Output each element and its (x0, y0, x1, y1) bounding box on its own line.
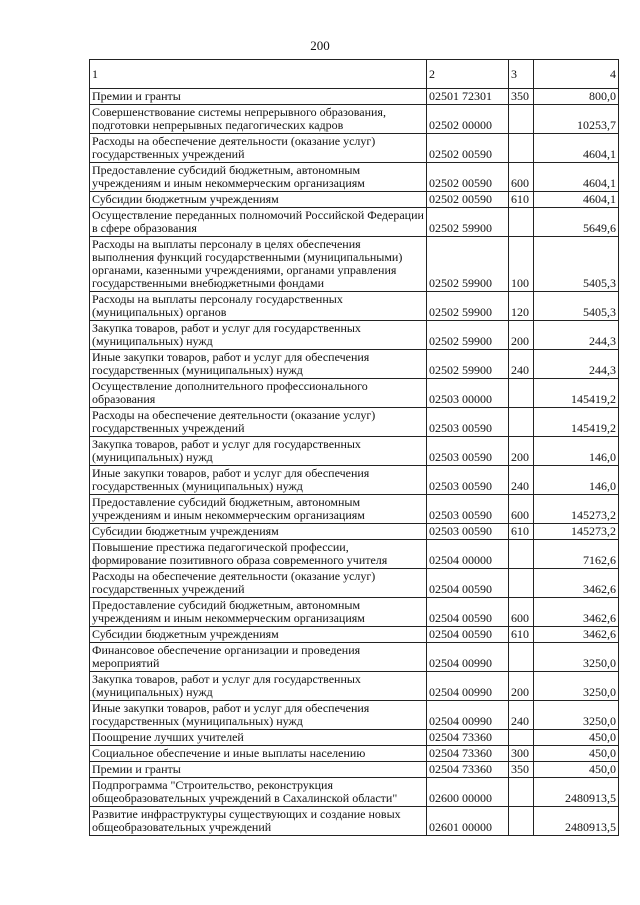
row-name: Субсидии бюджетным учреждениям (90, 627, 427, 643)
table-row (90, 807, 619, 836)
row-code: 02600 00000 (427, 778, 509, 807)
row-name: Финансовое обеспечение организации и проведения мероприятий (90, 643, 427, 672)
row-type: 200 (509, 437, 534, 466)
row-amount: 2480913,5 (534, 778, 619, 807)
table-row (90, 672, 619, 701)
row-amount: 2480913,5 (534, 807, 619, 836)
row-type: 600 (509, 598, 534, 627)
row-amount: 4604,1 (534, 192, 619, 208)
row-amount: 145419,2 (534, 408, 619, 437)
row-type: 610 (509, 627, 534, 643)
row-amount: 7162,6 (534, 540, 619, 569)
row-name: Предоставление субсидий бюджетным, автономным учреждениям и иным некоммерческим организациям (90, 495, 427, 524)
row-name: Повышение престижа педагогической профессии, формирование позитивного образа современного учителя (90, 540, 427, 569)
row-amount: 3462,6 (534, 627, 619, 643)
row-code: 02504 73360 (427, 746, 509, 762)
row-amount: 145273,2 (534, 524, 619, 540)
row-amount: 145273,2 (534, 495, 619, 524)
table-row (90, 237, 619, 292)
row-name: Социальное обеспечение и иные выплаты населению (90, 746, 427, 762)
table-row (90, 192, 619, 208)
row-name: Осуществление дополнительного профессионального образования (90, 379, 427, 408)
row-name: Субсидии бюджетным учреждениям (90, 192, 427, 208)
row-code: 02503 00590 (427, 466, 509, 495)
table-row (90, 208, 619, 237)
table-row (90, 105, 619, 134)
row-amount: 3462,6 (534, 598, 619, 627)
row-type: 200 (509, 672, 534, 701)
row-amount: 450,0 (534, 762, 619, 778)
row-amount: 4604,1 (534, 134, 619, 163)
row-code: 02502 00590 (427, 163, 509, 192)
row-type (509, 540, 534, 569)
row-name: Иные закупки товаров, работ и услуг для обеспечения государственных (муниципальных) нужд (90, 466, 427, 495)
row-amount: 10253,7 (534, 105, 619, 134)
row-name: Расходы на обеспечение деятельности (оказание услуг) государственных учреждений (90, 569, 427, 598)
row-code: 02502 00590 (427, 192, 509, 208)
row-type: 120 (509, 292, 534, 321)
table-row (90, 466, 619, 495)
row-name: Совершенствование системы непрерывного образования, подготовки непрерывных педагогических кадров (90, 105, 427, 134)
row-amount: 3250,0 (534, 701, 619, 730)
row-name: Расходы на выплаты персоналу государственных (муниципальных) органов (90, 292, 427, 321)
row-code: 02502 00590 (427, 134, 509, 163)
table-row (90, 627, 619, 643)
row-code: 02504 73360 (427, 730, 509, 746)
row-name: Предоставление субсидий бюджетным, автономным учреждениям и иным некоммерческим организациям (90, 598, 427, 627)
row-amount: 450,0 (534, 746, 619, 762)
row-code: 02504 00000 (427, 540, 509, 569)
row-amount: 244,3 (534, 321, 619, 350)
row-code: 02601 00000 (427, 807, 509, 836)
budget-table (89, 59, 619, 836)
row-name: Расходы на выплаты персоналу в целях обеспечения выполнения функций государственными (муниципальными) органами, казенными учреждениями, органами управления государственными внебюджетными фондами (90, 237, 427, 292)
table-row (90, 163, 619, 192)
table-row (90, 495, 619, 524)
table-row (90, 379, 619, 408)
row-name: Субсидии бюджетным учреждениям (90, 524, 427, 540)
column-header-4: 4 (534, 60, 619, 89)
table-row (90, 350, 619, 379)
row-code: 02502 59900 (427, 237, 509, 292)
row-name: Расходы на обеспечение деятельности (оказание услуг) государственных учреждений (90, 134, 427, 163)
row-type (509, 643, 534, 672)
row-name: Развитие инфраструктуры существующих и создание новых общеобразовательных учреждений (90, 807, 427, 836)
row-type: 100 (509, 237, 534, 292)
row-code: 02502 59900 (427, 321, 509, 350)
row-type: 350 (509, 762, 534, 778)
table-row (90, 643, 619, 672)
row-code: 02502 59900 (427, 292, 509, 321)
row-type: 610 (509, 192, 534, 208)
row-code: 02504 00590 (427, 598, 509, 627)
table-row (90, 292, 619, 321)
table-row (90, 321, 619, 350)
row-name: Премии и гранты (90, 89, 427, 105)
row-amount: 5405,3 (534, 237, 619, 292)
row-code: 02502 59900 (427, 208, 509, 237)
row-type: 610 (509, 524, 534, 540)
table-row (90, 540, 619, 569)
row-type (509, 730, 534, 746)
row-amount: 145419,2 (534, 379, 619, 408)
row-name: Поощрение лучших учителей (90, 730, 427, 746)
row-type: 240 (509, 350, 534, 379)
row-type (509, 105, 534, 134)
row-name: Закупка товаров, работ и услуг для государственных (муниципальных) нужд (90, 437, 427, 466)
row-code: 02503 00590 (427, 408, 509, 437)
row-amount: 450,0 (534, 730, 619, 746)
table-row (90, 730, 619, 746)
row-code: 02501 72301 (427, 89, 509, 105)
row-code: 02503 00590 (427, 524, 509, 540)
row-name: Иные закупки товаров, работ и услуг для обеспечения государственных (муниципальных) нужд (90, 350, 427, 379)
row-name: Расходы на обеспечение деятельности (оказание услуг) государственных учреждений (90, 408, 427, 437)
row-amount: 4604,1 (534, 163, 619, 192)
row-amount: 5649,6 (534, 208, 619, 237)
column-header-1: 1 (90, 60, 427, 89)
row-code: 02503 00590 (427, 437, 509, 466)
table-row (90, 408, 619, 437)
table-row (90, 569, 619, 598)
table-row (90, 437, 619, 466)
row-type (509, 208, 534, 237)
row-type: 240 (509, 701, 534, 730)
row-type (509, 569, 534, 598)
page-number: 200 (310, 38, 330, 53)
table-row (90, 762, 619, 778)
table-header-row (90, 60, 619, 89)
table-row (90, 134, 619, 163)
row-code: 02502 00000 (427, 105, 509, 134)
row-name: Подпрограмма "Строительство, реконструкция общеобразовательных учреждений в Сахалинской области" (90, 778, 427, 807)
table-row (90, 746, 619, 762)
row-name: Закупка товаров, работ и услуг для государственных (муниципальных) нужд (90, 321, 427, 350)
row-name: Иные закупки товаров, работ и услуг для обеспечения государственных (муниципальных) нужд (90, 701, 427, 730)
row-code: 02502 59900 (427, 350, 509, 379)
row-amount: 146,0 (534, 437, 619, 466)
row-code: 02503 00000 (427, 379, 509, 408)
row-amount: 5405,3 (534, 292, 619, 321)
table-row (90, 778, 619, 807)
row-amount: 3250,0 (534, 643, 619, 672)
row-type: 300 (509, 746, 534, 762)
column-header-3: 3 (509, 60, 534, 89)
row-type: 240 (509, 466, 534, 495)
row-code: 02504 00990 (427, 643, 509, 672)
row-amount: 800,0 (534, 89, 619, 105)
column-header-2: 2 (427, 60, 509, 89)
row-type (509, 807, 534, 836)
row-amount: 3462,6 (534, 569, 619, 598)
row-type (509, 778, 534, 807)
row-amount: 146,0 (534, 466, 619, 495)
table-row (90, 701, 619, 730)
row-type: 600 (509, 495, 534, 524)
row-code: 02504 00590 (427, 627, 509, 643)
row-name: Осуществление переданных полномочий Российской Федерации в сфере образования (90, 208, 427, 237)
row-type (509, 134, 534, 163)
row-amount: 3250,0 (534, 672, 619, 701)
row-amount: 244,3 (534, 350, 619, 379)
row-code: 02504 73360 (427, 762, 509, 778)
row-type (509, 408, 534, 437)
row-code: 02503 00590 (427, 495, 509, 524)
row-name: Премии и гранты (90, 762, 427, 778)
row-type: 600 (509, 163, 534, 192)
table-row (90, 524, 619, 540)
row-type (509, 379, 534, 408)
row-name: Предоставление субсидий бюджетным, автономным учреждениям и иным некоммерческим организациям (90, 163, 427, 192)
row-type: 350 (509, 89, 534, 105)
table-row (90, 89, 619, 105)
row-code: 02504 00990 (427, 672, 509, 701)
row-code: 02504 00590 (427, 569, 509, 598)
row-code: 02504 00990 (427, 701, 509, 730)
table-row (90, 598, 619, 627)
row-name: Закупка товаров, работ и услуг для государственных (муниципальных) нужд (90, 672, 427, 701)
row-type: 200 (509, 321, 534, 350)
